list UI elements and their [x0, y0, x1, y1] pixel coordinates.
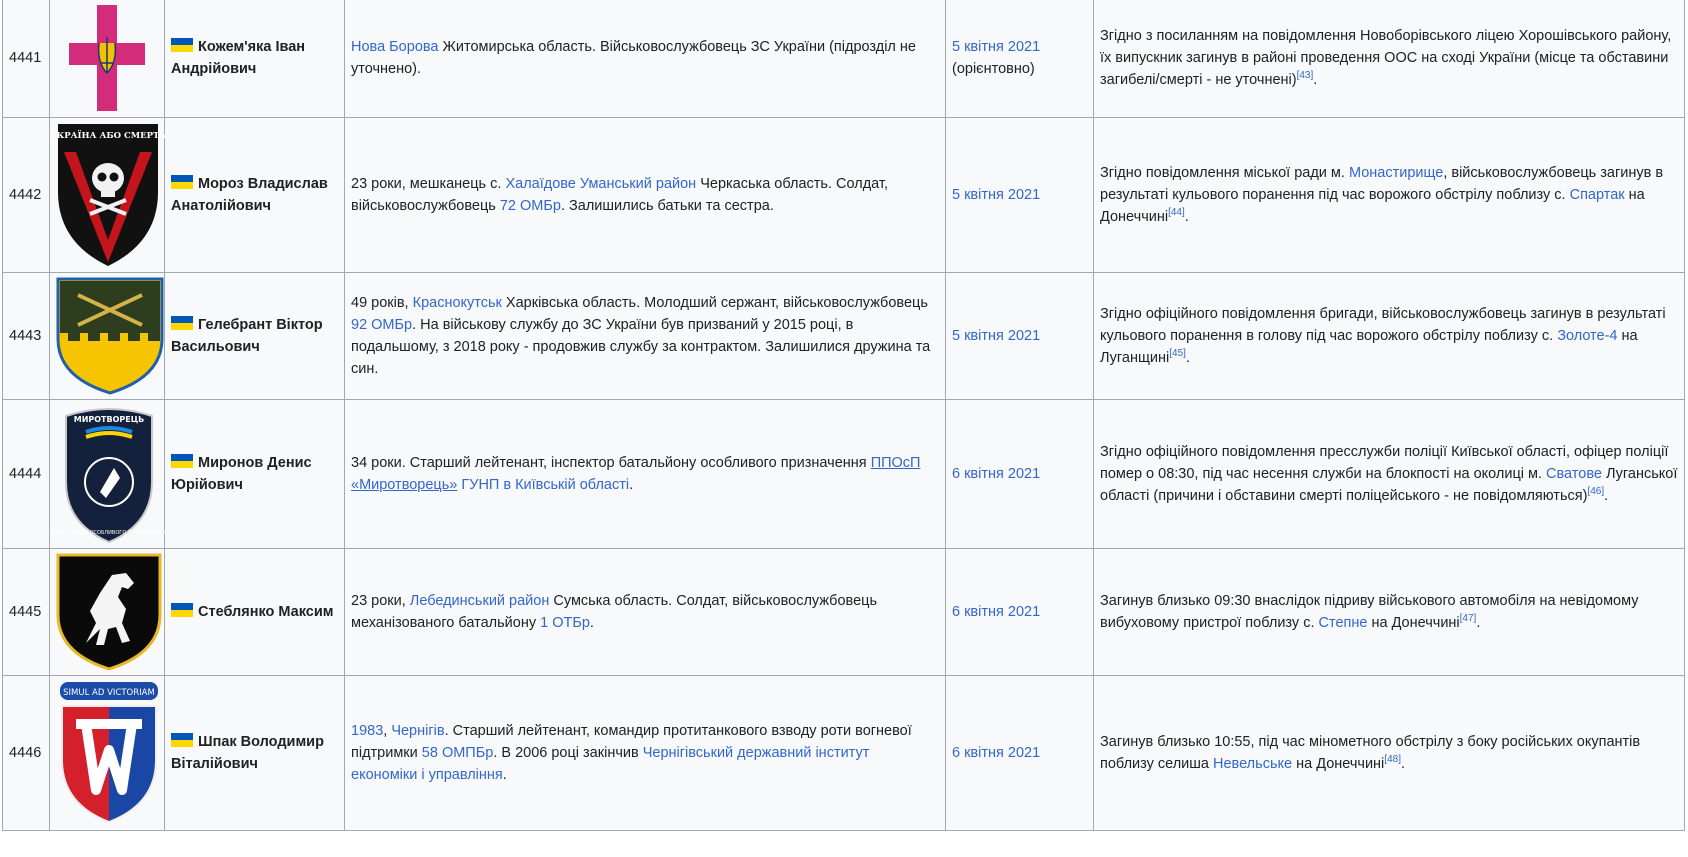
institute-link[interactable]: Чернігівський державний інститут економіки і управління [351, 745, 870, 783]
white-horse-shield-icon [56, 553, 162, 671]
place-link[interactable]: Краснокутськ [412, 295, 502, 311]
date-cell: 5 квітня 2021 (орієнтовно) [946, 0, 1094, 118]
reference[interactable]: [46] [1587, 486, 1605, 498]
table-row [3, 676, 1685, 831]
date-cell [946, 118, 1094, 273]
unit-emblem[interactable] [50, 400, 165, 549]
place-link[interactable]: Монастирище [1348, 165, 1444, 181]
place-link[interactable]: Лебединський район [409, 593, 550, 609]
row-number: 4441 [3, 0, 50, 118]
row-number: 4445 [3, 549, 50, 676]
person-name: Мороз Владислав Анатолійович [165, 118, 345, 273]
reference[interactable]: [48] [1384, 754, 1401, 766]
date-link[interactable]: 5 квітня 2021 [952, 187, 1041, 203]
row-number: 4444 [3, 400, 50, 549]
emblem-title: МИРОТВОРЕЦЬ [73, 415, 145, 424]
reference[interactable]: [43] [1296, 70, 1314, 82]
table-row [3, 273, 1685, 400]
table-row [3, 400, 1685, 549]
info-cell: 23 роки, мешканець с. Халаїдове Уманський район Черкаська область. Солдат, військовослужбовець 72 ОМБр. Залишились батьки та сестра. [345, 118, 946, 273]
ukraine-flag-icon [171, 316, 193, 330]
table-row [3, 0, 1685, 118]
person-name: Кожем'яка Іван Андрійович [165, 0, 345, 118]
skull-shield-icon [49, 122, 167, 268]
unit-link[interactable]: 92 ОМБр [351, 317, 413, 333]
emblem-subtitle: ПОЛК ПОЛІЦІЇ ОСОБЛИВОГО ПРИЗНАЧЕННЯ [51, 530, 167, 536]
ukraine-flag-icon [171, 733, 193, 747]
simul-ad-victoriam-shield-icon [56, 680, 162, 826]
date-link[interactable]: 6 квітня 2021 [952, 745, 1041, 761]
reference[interactable]: [44] [1168, 207, 1185, 219]
circumstances-cell: Згідно офіційного повідомлення пресслужби поліції Київської області, офіцер поліції помер о 08:30, під час несення служби на блокпості на околиці м. Сватове Луганської області (причини і обставини смерті поліцейського - не повідомляються)[46]. [1094, 400, 1685, 549]
person-name: Гелебрант Віктор Васильович [165, 273, 345, 400]
ukrainian-ground-forces-cross-icon [67, 3, 147, 113]
place-link[interactable]: Халаїдове Уманський район [505, 176, 697, 192]
row-number: 4442 [3, 118, 50, 273]
myrotvorets-patch-icon [51, 404, 167, 544]
row-number: 4443 [3, 273, 50, 400]
unit-link[interactable]: ГУНП в Київській області [461, 477, 630, 493]
place-link[interactable]: Невельське [1213, 756, 1293, 772]
emblem-motto: SIMUL AD VICTORIAM [63, 688, 155, 698]
year-link[interactable]: 1983 [351, 723, 384, 739]
unit-emblem[interactable] [50, 273, 165, 400]
reference[interactable]: [47] [1459, 613, 1477, 625]
ukraine-flag-icon [171, 38, 193, 52]
date-cell [946, 273, 1094, 400]
place-link[interactable]: Чернігів [391, 723, 445, 739]
unit-emblem[interactable] [50, 0, 165, 118]
circumstances-cell: Згідно офіційного повідомлення бригади, військовослужбовець загинув в результаті кульового поранення в голову під час ворожого обстрілу поблизу с. Золоте-4 на Луганщині[45]. [1094, 273, 1685, 400]
ukraine-flag-icon [171, 454, 193, 468]
place-link[interactable]: Спартак [1569, 187, 1625, 203]
casualty-table [2, 0, 1685, 831]
date-link[interactable]: 6 квітня 2021 [952, 604, 1041, 620]
person-name: Миронов Денис Юрійович [165, 400, 345, 549]
person-name: Стеблянко Максим [165, 549, 345, 676]
ukraine-flag-icon [171, 603, 193, 617]
ukraine-flag-icon [171, 175, 193, 189]
place-link[interactable]: Сватове [1546, 466, 1602, 482]
crossed-rifles-fortress-icon [56, 277, 164, 395]
info-cell: Нова Борова Житомирська область. Військовослужбовець ЗС України (підрозділ не уточнено). [345, 0, 946, 118]
unit-emblem[interactable] [50, 549, 165, 676]
unit-emblem[interactable] [50, 118, 165, 273]
info-cell: 34 роки. Старший лейтенант, інспектор батальйону особливого призначення ППОсП «Миротворець» ГУНП в Київській області. [345, 400, 946, 549]
place-link[interactable]: Золоте-4 [1557, 328, 1618, 344]
place-link[interactable]: Нова Борова [351, 39, 439, 55]
info-cell: 49 років, Краснокутськ Харківська область. Молодший сержант, військовослужбовець 92 ОМБр. На військову службу до ЗС України був призваний у 2015 році, в подальшому, з 2018 року - продовжив службу за контрактом. Залишилися дружина та син. [345, 273, 946, 400]
row-number: 4446 [3, 676, 50, 831]
unit-link[interactable]: ППОсП «Миротворець» [351, 455, 921, 493]
date-link[interactable]: 6 квітня 2021 [952, 466, 1041, 482]
table-row [3, 118, 1685, 273]
place-link[interactable]: Степне [1318, 615, 1368, 631]
circumstances-cell: Загинув близько 09:30 внаслідок підриву військового автомобіля на невідомому вибуховому пристрої поблизу с. Степне на Донеччині[47]. [1094, 549, 1685, 676]
circumstances-cell: Згідно повідомлення міської ради м. Монастирище, військовослужбовець загинув в результаті кульового поранення під час ворожого обстрілу поблизу с. Спартак на Донеччині[44]. [1094, 118, 1685, 273]
date-link[interactable]: 5 квітня 2021 [952, 39, 1041, 55]
unit-emblem[interactable] [50, 676, 165, 831]
date-cell [946, 676, 1094, 831]
unit-link[interactable]: 72 ОМБр [499, 198, 561, 214]
unit-link[interactable]: 58 ОМПБр [421, 745, 494, 761]
circumstances-cell: Загинув близько 10:55, під час мінометного обстрілу з боку російських окупантів поблизу селиша Невельське на Донеччині[48]. [1094, 676, 1685, 831]
date-cell [946, 400, 1094, 549]
circumstances-cell: Згідно з посиланням на повідомлення Новоборівського ліцею Хорошівського району, їх випускник загинув в районі проведення ООС на сході України (місце та обставини загибелі/смерті - не уточнені)[43]. [1094, 0, 1685, 118]
table-row [3, 549, 1685, 676]
reference[interactable]: [45] [1169, 348, 1186, 360]
info-cell: 23 роки, Лебединський район Сумська область. Солдат, військовослужбовець механізованого батальйону 1 ОТБр. [345, 549, 946, 676]
emblem-motto: УКРАЇНА АБО СМЕРТЬ [49, 131, 167, 141]
person-name: Шпак Володимир Віталійович [165, 676, 345, 831]
info-cell: 1983, Чернігів. Старший лейтенант, командир протитанкового взводу роти вогневої підтримки 58 ОМПБр. В 2006 році закінчив Чернігівський державний інститут економіки і управління. [345, 676, 946, 831]
date-link[interactable]: 5 квітня 2021 [952, 328, 1041, 344]
date-cell [946, 549, 1094, 676]
unit-link[interactable]: 1 ОТБр [540, 615, 590, 631]
